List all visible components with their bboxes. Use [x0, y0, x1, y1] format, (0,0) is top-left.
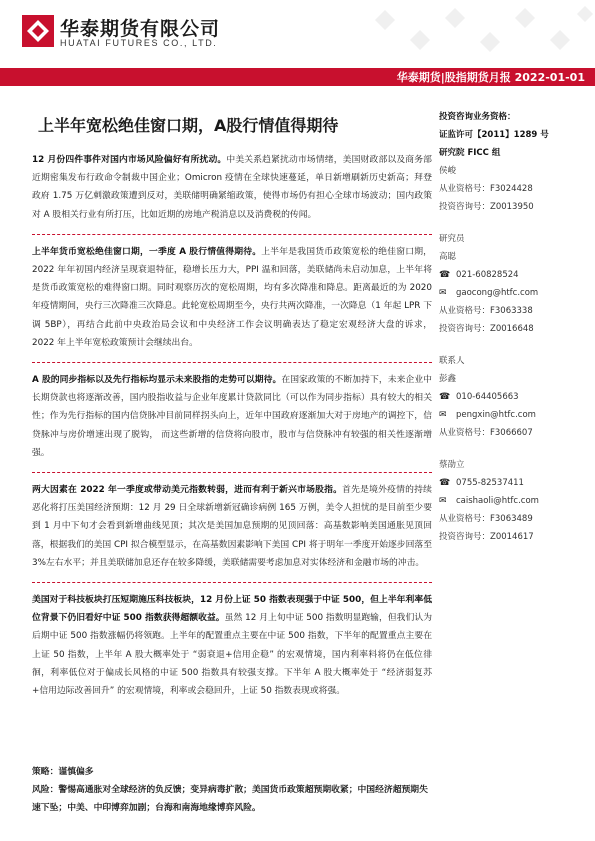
paragraph-lead: A 股的同步指标以及先行指标均显示未来股指的走势可以期待。	[32, 375, 282, 386]
phone-row	[439, 388, 589, 406]
strategy-line	[32, 763, 432, 781]
paragraph-4	[32, 481, 432, 572]
paragraph-body: 上半年是我国货币政策宽松的绝佳窗口期，2022 年年初国内经济呈现衰退特征，稳增长压力大，PPI 温和回落，美联储尚未启动加息，上半年将是货币政策宽松的难得窗口期。同时观察历次的宽松周期，均有多次降准和降息。距离最近的为 2020 年疫情期间，央行三次降准三次降息。此轮宽松周期至今，央行共两次降准，一次降息（1 年起 LPR 下调 5BP），再结合此前中央政治局会议和中央经济工作会议明确表达了稳定宏观经济大盘的诉求， 2022 年上半年宽松政策预计会继续出台。	[32, 246, 432, 348]
main-content	[32, 151, 432, 700]
email-row	[439, 406, 589, 424]
contacts-label: 联系人	[439, 356, 465, 366]
phone-row	[439, 474, 589, 492]
paragraph-lead: 两大因素在 2022 年一季度或带动美元指数转弱，进而有利于新兴市场股指。	[32, 485, 343, 496]
paragraph-body: 虽然 12 月上旬中证 500 指数明显跑输，但我们认为后期中证 500 指数涨幅仍将领跑。上半年的配置重点主要在中证 500 指数，下半年的配置重点主要在上证 50 指数，上半年 A 股大概率处于 “弱衰退+信用企稳” 的宏观情境，国内利率料将仍在低位徘徊，利率低位对于偏成长风格的中证 500 指数具有较强支撑。下半年 A 股大概率处于 “经济弱复苏+信用边际改善回升” 的宏观情境，利率或会稳回升，上证 50 指数表现或将强。	[32, 613, 432, 697]
analyst-name: 蔡劭立	[439, 460, 465, 470]
report-info: 华泰期货|股指期货月报 2022-01-01	[396, 71, 585, 84]
paragraph-body: 首先是境外疫情的持续恶化将打压美国经济预期：12 月 29 日全球新增新冠确诊病例 165 万例，美令人担忧的是目前至少要到 1 月中下旬才会看到新增曲线见顶；其次是美国加息预期的见顶回落：高基数影响美国通胀见顶回落，根据我们的美国 CPI 拟合模型显示，在高基数因素影响下美国 CPI 将于明年一季度开始逐步回落至 3%左右水平；并且美联储加息还存在较多降缓，美联储需要考虑加息对实体经济和金融市场的冲击。	[32, 485, 432, 568]
phone-row	[439, 266, 589, 284]
email-row	[439, 492, 589, 510]
divider	[32, 582, 432, 583]
institute-name: 研究院 FICC 组	[439, 148, 501, 158]
strategy-text: 谨慎偏多	[58, 767, 94, 777]
divider	[32, 472, 432, 473]
divider	[32, 362, 432, 363]
report-title: 上半年宽松绝佳窗口期，A股行情值得期待	[38, 116, 339, 135]
consult-number: 投资咨询号：Z0014617	[439, 532, 534, 542]
phone-icon: ☎	[439, 478, 451, 488]
phone-number: 021-60828524	[456, 270, 519, 280]
paragraph-3	[32, 371, 432, 462]
phone-number: 010-64405663	[456, 392, 519, 402]
email-address[interactable]: pengxin@htfc.com	[456, 410, 536, 420]
practice-number: 从业资格号：F3066607	[439, 428, 533, 438]
consult-number: 投资咨询号：Z0016648	[439, 324, 534, 334]
email-row	[439, 284, 589, 302]
header-band	[0, 68, 595, 86]
qualification-title: 投资咨询业务资格：	[439, 112, 516, 122]
watermark-pattern	[365, 0, 595, 68]
researchers-label: 研究员	[439, 234, 465, 244]
license-number: 证监许可【2011】1289 号	[439, 130, 549, 140]
practice-number: 从业资格号：F3063489	[439, 514, 533, 524]
divider	[32, 234, 432, 235]
practice-number: 从业资格号：F3063338	[439, 306, 533, 316]
strategy-section	[32, 763, 432, 817]
phone-number: 0755-82537411	[456, 478, 524, 488]
paragraph-5	[32, 591, 432, 700]
paragraph-body: 在国家政策的不断加持下，未来企业中长期贷款也将逐渐改善，国内股指收益与企业年度累计贷款同比（可以作为同步指标）具有较大的相关性；作为先行指标的国内信贷脉冲目前同样拐头向上，近年中国政府逐渐加大对于房地产的调控下，信贷脉冲与房价增速出现了脱钩， 而这些新增的信贷将向股市，股市与信贷脉冲有较强的相关性逐渐增强。	[32, 375, 432, 458]
company-logo	[22, 15, 54, 47]
risk-line	[32, 781, 432, 817]
strategy-label: 策略：	[32, 767, 59, 777]
email-address[interactable]: gaocong@htfc.com	[456, 288, 539, 298]
consult-number: 投资咨询号：Z0013950	[439, 202, 534, 212]
company-name-cn: 华泰期货有限公司	[60, 18, 221, 40]
phone-icon: ☎	[439, 270, 451, 280]
email-address[interactable]: caishaoli@htfc.com	[456, 496, 539, 506]
practice-number: 从业资格号：F3024428	[439, 184, 533, 194]
phone-icon: ☎	[439, 392, 451, 402]
company-name-en: HUATAI FUTURES CO., LTD.	[60, 38, 218, 48]
risk-label: 风险：	[32, 785, 59, 795]
risk-text: 警惕高通胀对全球经济的负反馈；变异病毒扩散；美国货币政策超预期收紧；中国经济超预期失速下坠；中美、中印博弈加剧；台海和南海地缘博弈风险。	[32, 785, 428, 813]
analyst-name: 彭鑫	[439, 374, 457, 384]
paragraph-lead: 上半年货币宽松绝佳窗口期，一季度 A 股行情值得期待。	[32, 246, 262, 257]
analyst-name: 高聪	[439, 252, 457, 262]
paragraph-2	[32, 243, 432, 352]
analyst-sidebar	[439, 108, 589, 546]
email-icon: ✉	[439, 288, 447, 298]
paragraph-body: 中美关系趋紧扰动市场情绪，美国财政部以及商务部近期密集发布行政命令制裁中国企业；Omicron 疫情在全球快速蔓延，单日新增刷新历史新高；拜登政府 1.75 万亿刺激政策遭到反对，美联储明确紧缩政策，使得市场仍有担心全球市场波动；国内政策对 A 股相关行业有所打压，比如近期的房地产税消息以及消费税的传闻。	[32, 155, 432, 220]
paragraph-lead: 12 月份四件事件对国内市场风险偏好有所扰动。	[32, 155, 227, 165]
paragraph-lead: 美国对于科技板块打压短期施压科技板块，12 月份上证 50 指数表现强于中证 500，但上半年利率低位背景下仍旧看好中证 500 指数获得超额收益。	[32, 595, 432, 624]
email-icon: ✉	[439, 496, 447, 506]
paragraph-1	[32, 151, 432, 224]
analyst-name: 侯峻	[439, 166, 457, 176]
email-icon: ✉	[439, 410, 447, 420]
